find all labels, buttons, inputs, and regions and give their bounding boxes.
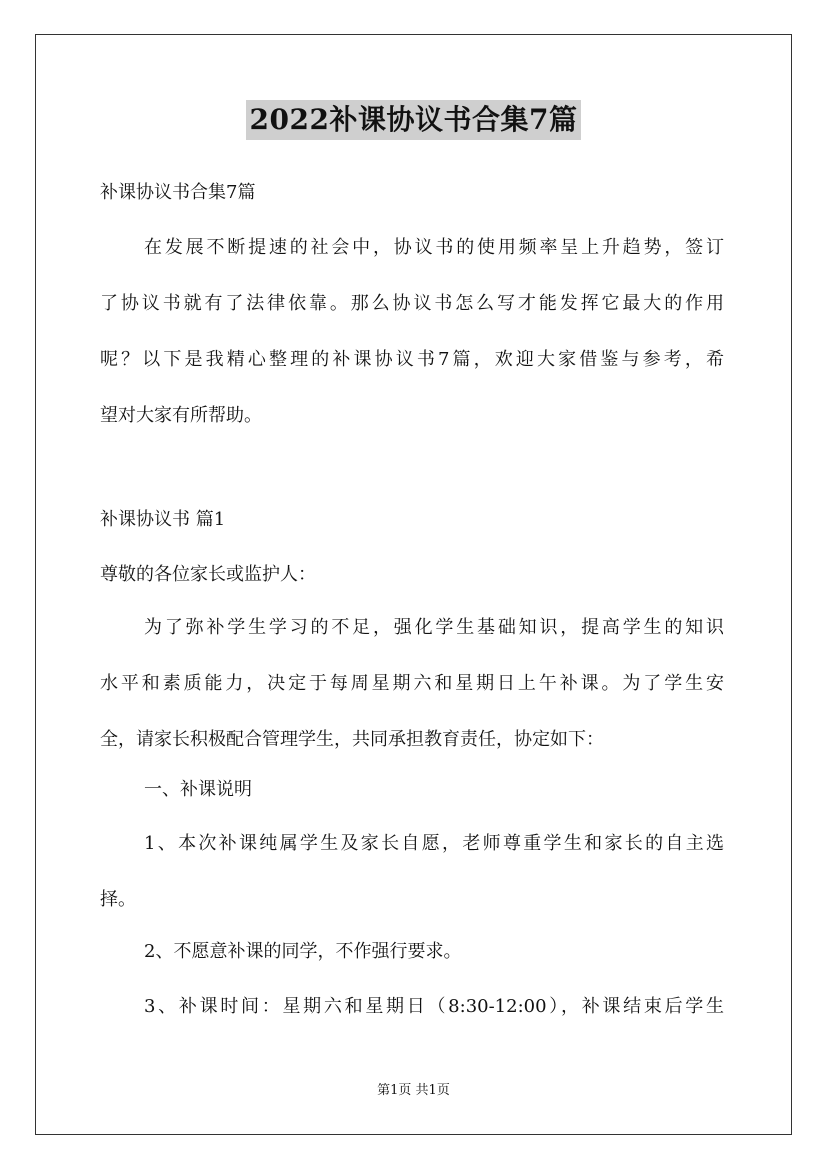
subtitle: 补课协议书合集7篇: [100, 182, 256, 203]
intro-line: 呢？以下是我精心整理的补课协议书7篇，欢迎大家借鉴与参考，希: [100, 349, 724, 370]
intro-line: 了协议书就有了法律依靠。那么协议书怎么写才能发挥它最大的作用: [100, 293, 724, 314]
salutation: 尊敬的各位家长或监护人：: [100, 564, 316, 585]
section-heading: 补课协议书 篇1: [100, 509, 226, 530]
item-1: [100, 832, 724, 944]
document-title: 2022补课协议书合集7篇: [246, 100, 582, 140]
intro-paragraph: [100, 236, 724, 460]
item-line: 3、补课时间：星期六和星期日（8:30-12:00），补课结束后学生: [144, 996, 724, 1017]
intro-line: 在发展不断提速的社会中，协议书的使用频率呈上升趋势，签订: [144, 237, 724, 258]
page-footer: 第1页 共1页: [377, 1083, 450, 1098]
item-heading: 一、补课说明: [144, 779, 252, 800]
paragraph-line: 为了弥补学生学习的不足，强化学生基础知识，提高学生的知识: [144, 617, 724, 638]
paragraph-1: [100, 616, 724, 784]
item-line: 择。: [100, 889, 136, 910]
item-line: 1、本次补课纯属学生及家长自愿，老师尊重学生和家长的自主选: [144, 833, 724, 854]
paragraph-line: 全，请家长积极配合管理学生，共同承担教育责任，协定如下：: [100, 729, 604, 750]
paragraph-line: 水平和素质能力，决定于每周星期六和星期日上午补课。为了学生安: [100, 673, 724, 694]
title-container: [0, 100, 827, 140]
intro-line: 望对大家有所帮助。: [100, 405, 262, 426]
item-2: 2、不愿意补课的同学，不作强行要求。: [144, 941, 462, 962]
item-3: [100, 995, 724, 1051]
